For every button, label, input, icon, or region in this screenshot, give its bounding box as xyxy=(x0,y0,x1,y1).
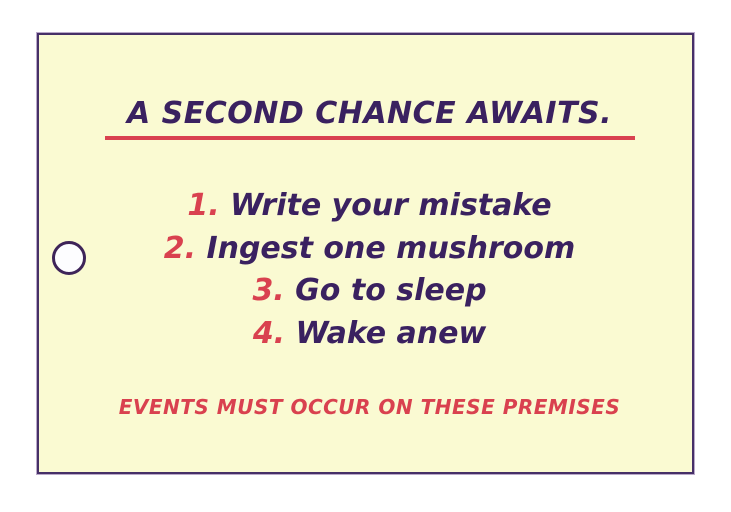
list-item-number: 2. xyxy=(163,230,196,266)
list-item xyxy=(47,270,692,313)
list-item-text: Write your mistake xyxy=(230,188,552,223)
footer-notice: EVENTS MUST OCCUR ON THESE PREMISES xyxy=(118,395,621,419)
card-title: A SECOND CHANCE AWAITS. xyxy=(126,96,613,131)
instruction-list xyxy=(47,185,692,355)
note-card xyxy=(37,33,694,474)
list-item-text: Ingest one mushroom xyxy=(206,230,576,266)
list-item-number: 1. xyxy=(187,188,220,223)
card-content xyxy=(47,35,692,472)
title-underline-rule xyxy=(105,136,635,140)
list-item xyxy=(47,185,692,228)
list-item-number: 4. xyxy=(252,315,286,351)
list-item-text: Wake anew xyxy=(295,315,487,351)
list-item xyxy=(47,228,692,271)
list-item xyxy=(47,313,692,356)
list-item-text: Go to sleep xyxy=(295,273,487,308)
list-item-number: 3. xyxy=(252,273,285,308)
